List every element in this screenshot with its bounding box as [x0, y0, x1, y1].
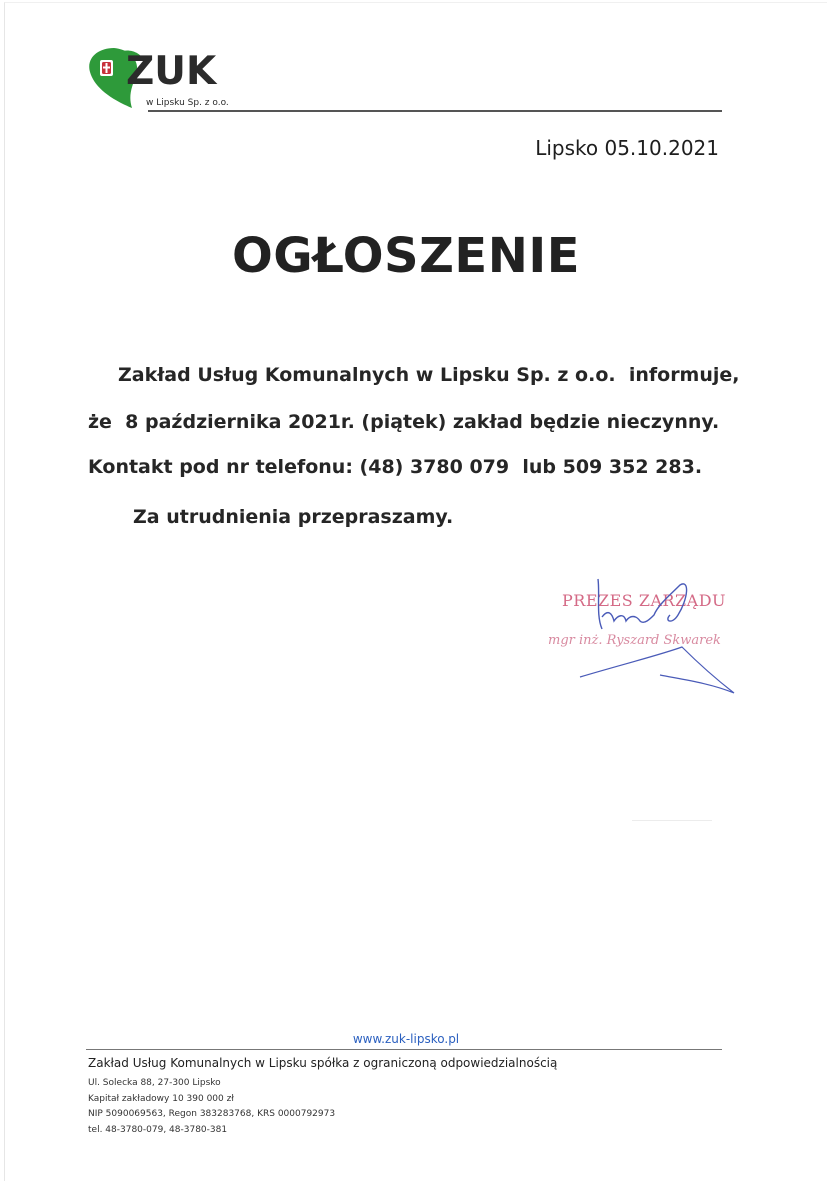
- body-line-1: Zakład Usług Komunalnych w Lipsku Sp. z o.o. informuje,: [118, 364, 740, 386]
- logo-name: ZUK: [126, 49, 217, 94]
- footer-company: Zakład Usług Komunalnych w Lipsku spółka z ograniczoną odpowiedzialnością: [88, 1056, 558, 1070]
- faint-mark: [632, 820, 712, 821]
- page-title: OGŁOSZENIE: [231, 228, 581, 284]
- signature-icon: [540, 575, 750, 705]
- footer-address: Ul. Solecka 88, 27-300 Lipsko: [88, 1078, 221, 1088]
- signature-stamp: [540, 575, 750, 705]
- body-line-4: Za utrudnienia przepraszamy.: [133, 506, 454, 528]
- stamp-name: mgr inż. Ryszard Skwarek: [548, 633, 721, 648]
- footer-phone: tel. 48-3780-079, 48-3780-381: [88, 1125, 228, 1135]
- company-logo: [84, 46, 254, 116]
- website-link[interactable]: www.zuk-lipsko.pl: [352, 1032, 460, 1046]
- logo-subtitle: w Lipsku Sp. z o.o.: [146, 98, 229, 108]
- body-line-3: Kontakt pod nr telefonu: (48) 3780 079 lub 509 352 283.: [88, 456, 703, 478]
- body-line-2: że 8 października 2021r. (piątek) zakład będzie nieczynny.: [88, 411, 720, 433]
- stamp-title: PREZES ZARZĄDU: [562, 591, 727, 610]
- footer-divider: [86, 1049, 722, 1050]
- document-date: Lipsko 05.10.2021: [535, 136, 719, 160]
- footer-ids: NIP 5090069563, Regon 383283768, KRS 0000792973: [88, 1109, 336, 1119]
- header-divider: [148, 110, 722, 112]
- footer-capital: Kapitał zakładowy 10 390 000 zł: [88, 1094, 234, 1104]
